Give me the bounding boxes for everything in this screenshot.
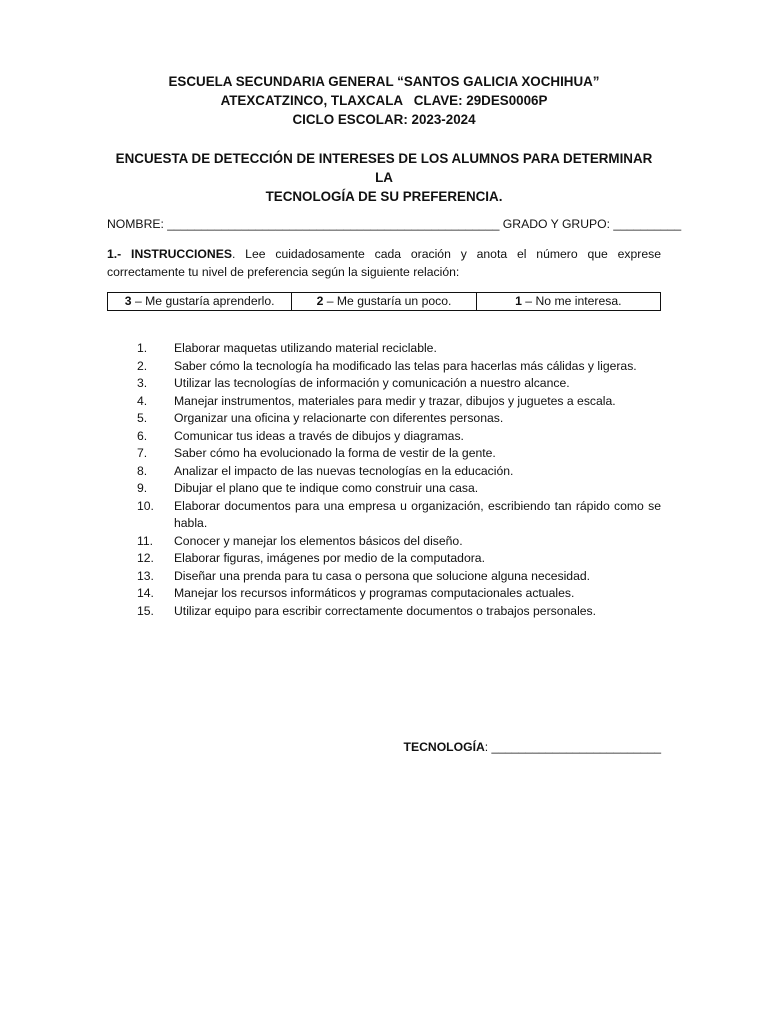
- question-text: Analizar el impacto de las nuevas tecnologías en la educación.: [174, 463, 514, 478]
- question-text: Utilizar las tecnologías de información y comunicación a nuestro alcance.: [174, 376, 570, 390]
- question-number: 2.: [137, 358, 148, 373]
- question-number: 8.: [137, 463, 148, 478]
- question-text: Conocer y manejar los elementos básicos del diseño.: [174, 533, 463, 548]
- survey-title-line-2: TECNOLOGÍA DE SU PREFERENCIA.: [265, 189, 503, 204]
- question-number: 14.: [137, 586, 154, 600]
- list-item: [137, 375, 661, 393]
- question-text: Manejar los recursos informáticos y programas computacionales actuales.: [174, 586, 575, 600]
- scale-text: – Me gustaría aprenderlo.: [131, 294, 275, 308]
- list-item: [137, 340, 661, 358]
- scale-cell-1: [476, 293, 660, 311]
- school-name: ESCUELA SECUNDARIA GENERAL “SANTOS GALICIA XOCHIHUA”: [168, 74, 600, 89]
- technology-line: [404, 739, 661, 756]
- instructions-text: . Lee cuidadosamente cada oración y anota el número que exprese correctamente tu nivel de preferencia según la siguiente relación:: [107, 247, 661, 279]
- preference-scale-table: [107, 292, 661, 311]
- scale-value: 2: [316, 294, 324, 308]
- scale-text: – No me interesa.: [521, 294, 622, 308]
- question-text: Comunicar tus ideas a través de dibujos y diagramas.: [174, 428, 464, 443]
- student-info-line: [107, 216, 682, 233]
- list-item: [137, 410, 661, 428]
- list-item: [137, 603, 661, 621]
- question-text: Saber cómo ha evolucionado la forma de vestir de la gente.: [174, 446, 496, 460]
- list-item: [137, 445, 661, 463]
- scale-text: – Me gustaría un poco.: [323, 294, 452, 308]
- question-number: 15.: [137, 603, 154, 618]
- name-label: NOMBRE:: [107, 217, 168, 231]
- question-number: 5.: [137, 411, 148, 425]
- scale-cell-2: [292, 293, 476, 311]
- list-item: [137, 550, 661, 568]
- question-text: Organizar una oficina y relacionarte con diferentes personas.: [174, 411, 504, 425]
- instructions-paragraph: [107, 245, 661, 281]
- question-text: Utilizar equipo para escribir correctamente documentos o trabajos personales.: [174, 603, 597, 618]
- list-item: [137, 463, 661, 481]
- document-page: [107, 0, 682, 1024]
- technology-blank[interactable]: _________________________: [491, 740, 661, 754]
- instructions-heading: 1.- INSTRUCCIONES: [107, 247, 232, 261]
- question-number: 1.: [137, 341, 148, 355]
- scale-value: 1: [515, 294, 522, 308]
- question-number: 13.: [137, 568, 154, 583]
- list-item: [137, 480, 661, 498]
- question-number: 7.: [137, 446, 148, 460]
- question-number: 11.: [137, 533, 154, 548]
- question-text: Manejar instrumentos, materiales para medir y trazar, dibujos y juguetes a escala.: [174, 393, 616, 408]
- question-text: Elaborar figuras, imágenes por medio de la computadora.: [174, 551, 485, 565]
- list-item: [137, 358, 661, 376]
- question-list: [137, 340, 661, 620]
- question-number: 10.: [137, 498, 154, 513]
- technology-label: TECNOLOGÍA: [403, 740, 485, 754]
- name-blank[interactable]: _________________________________________________: [167, 217, 500, 231]
- school-location-clave: ATEXCATZINCO, TLAXCALA CLAVE: 29DES0006P: [220, 93, 548, 108]
- list-item: [137, 585, 661, 603]
- list-item: [137, 498, 661, 533]
- preference-scale-row: [108, 293, 661, 311]
- group-label: GRADO Y GRUPO:: [499, 217, 614, 231]
- question-number: 4.: [137, 393, 148, 408]
- question-text: Elaborar documentos para una empresa u organización, escribiendo tan rápido como se habla.: [174, 498, 661, 530]
- survey-title: [107, 149, 661, 206]
- question-text: Elaborar maquetas utilizando material reciclable.: [174, 341, 437, 355]
- question-number: 12.: [137, 551, 154, 565]
- question-number: 3.: [137, 376, 148, 390]
- question-text: Dibujar el plano que te indique como construir una casa.: [174, 481, 479, 495]
- list-item: [137, 568, 661, 586]
- scale-value: 3: [124, 294, 132, 308]
- list-item: [137, 393, 661, 411]
- survey-title-line-1: ENCUESTA DE DETECCIÓN DE INTERESES DE LOS ALUMNOS PARA DETERMINAR LA: [115, 151, 653, 185]
- list-item: [137, 428, 661, 446]
- scale-cell-3: [108, 293, 292, 311]
- question-number: 9.: [137, 481, 148, 495]
- school-header: [107, 72, 661, 129]
- school-cycle: CICLO ESCOLAR: 2023-2024: [292, 112, 476, 127]
- question-text: Diseñar una prenda para tu casa o persona que solucione alguna necesidad.: [174, 568, 591, 583]
- question-number: 6.: [137, 428, 148, 443]
- question-text: Saber cómo la tecnología ha modificado las telas para hacerlas más cálidas y ligeras.: [174, 358, 637, 373]
- technology-colon: :: [484, 740, 492, 754]
- list-item: [137, 533, 661, 551]
- group-blank[interactable]: __________: [613, 217, 682, 231]
